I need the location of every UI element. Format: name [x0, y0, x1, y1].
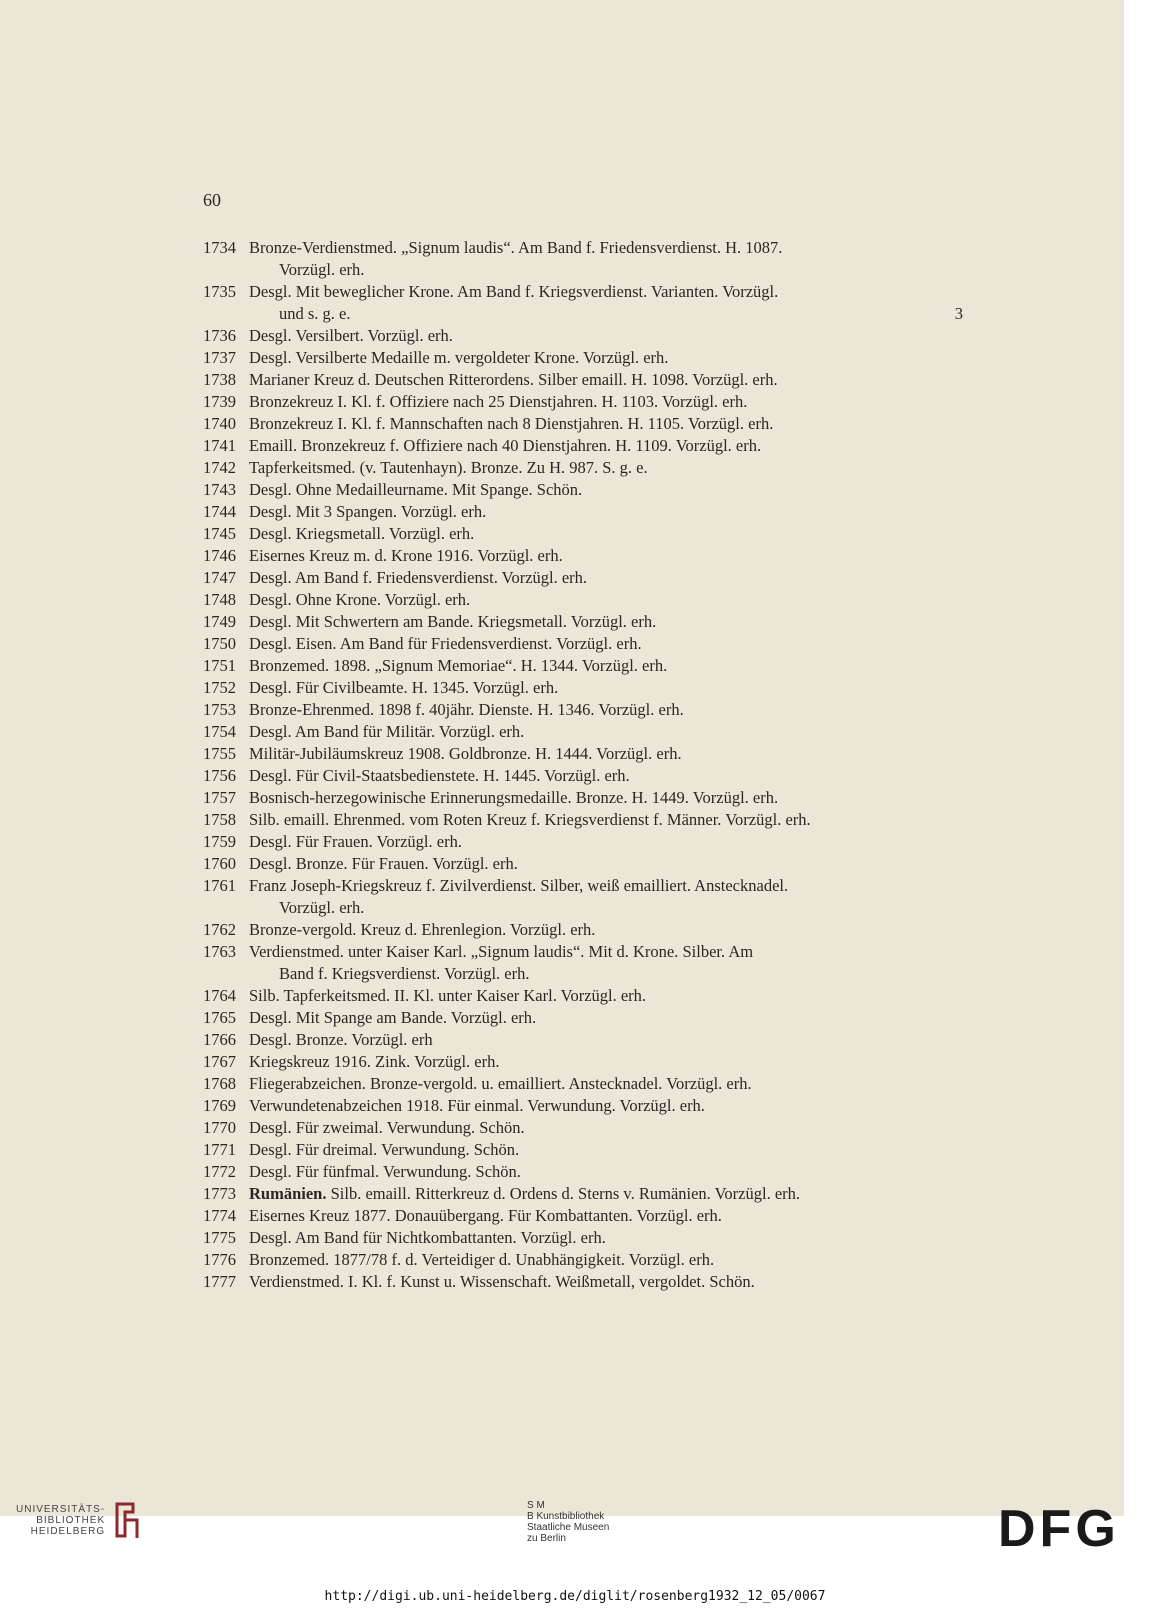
- entry-number: 1760: [203, 854, 236, 873]
- entry-body: [249, 809, 963, 831]
- entry-body: [249, 655, 963, 677]
- entry-number: 1735: [203, 282, 236, 301]
- entry-body: [249, 479, 963, 501]
- catalog-entry: [203, 1271, 963, 1293]
- entry-text: Verdienstmed. unter Kaiser Karl. „Signum laudis“. Mit d. Krone. Silber. Am: [249, 942, 754, 961]
- entry-body: [249, 853, 963, 875]
- entry-body: [249, 1227, 963, 1249]
- entry-body: [249, 237, 963, 281]
- entry-number: 1746: [203, 546, 236, 565]
- entry-text: Desgl. Für dreimal. Verwundung. Schön.: [249, 1140, 520, 1159]
- dfg-logo[interactable]: DFG: [998, 1500, 1120, 1558]
- entry-text: Desgl. Mit beweglicher Krone. Am Band f. Kriegsverdienst. Varianten. Vorzügl.: [249, 282, 779, 301]
- entry-number: 1768: [203, 1074, 236, 1093]
- entry-body: [249, 1051, 963, 1073]
- entry-text: Desgl. Ohne Medailleurname. Mit Spange. Schön.: [249, 480, 583, 499]
- catalog-entry: [203, 1007, 963, 1029]
- catalog-entry: [203, 941, 963, 985]
- catalog-entry: [203, 1249, 963, 1271]
- entry-body: [249, 281, 963, 325]
- entry-text: Marianer Kreuz d. Deutschen Ritterordens. Silber emaill. H. 1098. Vorzügl. erh.: [249, 370, 778, 389]
- catalog-entry: [203, 1117, 963, 1139]
- entry-text: Bronze-Ehrenmed. 1898 f. 40jähr. Dienste. H. 1346. Vorzügl. erh.: [249, 700, 684, 719]
- entry-body: [249, 501, 963, 523]
- ub-line: UNIVERSITÄTS-: [16, 1503, 106, 1515]
- smb-line: Staatliche Museen: [527, 1522, 610, 1533]
- entry-number: 1762: [203, 920, 236, 939]
- catalog-entry: [203, 919, 963, 941]
- entry-country: Rumänien.: [249, 1184, 327, 1203]
- entry-number: 1772: [203, 1162, 236, 1181]
- catalog-entry: [203, 479, 963, 501]
- entry-number: 1765: [203, 1008, 236, 1027]
- catalog-entry: [203, 985, 963, 1007]
- entry-text: Bronze-Verdienstmed. „Signum laudis“. Am Band f. Friedensverdienst. H. 1087.: [249, 238, 783, 257]
- catalog-entry: [203, 501, 963, 523]
- catalog-entry: [203, 435, 963, 457]
- entry-text: Desgl. Eisen. Am Band für Friedensverdienst. Vorzügl. erh.: [249, 634, 642, 653]
- entry-number: 1756: [203, 766, 236, 785]
- entry-number: 1738: [203, 370, 236, 389]
- entry-text: Desgl. Versilbert. Vorzügl. erh.: [249, 326, 453, 345]
- entry-body: [249, 1095, 963, 1117]
- entry-text: Eisernes Kreuz m. d. Krone 1916. Vorzügl. erh.: [249, 546, 563, 565]
- entry-number: 1741: [203, 436, 236, 455]
- catalog-entry: [203, 1161, 963, 1183]
- entry-text: Desgl. Kriegsmetall. Vorzügl. erh.: [249, 524, 475, 543]
- catalog-entry: [203, 633, 963, 655]
- catalog-entry: [203, 237, 963, 281]
- smb-line: B Kunstbibliothek: [527, 1511, 605, 1522]
- entry-number: 1764: [203, 986, 236, 1005]
- entry-text: Verwundetenabzeichen 1918. Für einmal. Verwundung. Vorzügl. erh.: [249, 1096, 705, 1115]
- entry-number: 1748: [203, 590, 236, 609]
- ub-heidelberg-text: [16, 1504, 105, 1537]
- catalog-entry: [203, 743, 963, 765]
- catalog-entry: [203, 567, 963, 589]
- entry-body: [249, 699, 963, 721]
- entry-body: [249, 611, 963, 633]
- catalog-entry: [203, 853, 963, 875]
- entry-body: [249, 435, 963, 457]
- catalog-list: [203, 237, 963, 1293]
- entry-text: Desgl. Am Band für Militär. Vorzügl. erh.: [249, 722, 525, 741]
- catalog-entry: [203, 809, 963, 831]
- entry-body: [249, 633, 963, 655]
- entry-text: Desgl. Für fünfmal. Verwundung. Schön.: [249, 1162, 521, 1181]
- entry-number: 1751: [203, 656, 236, 675]
- entry-body: [249, 1271, 963, 1293]
- catalog-entry: [203, 1227, 963, 1249]
- entry-number: 1767: [203, 1052, 236, 1071]
- entry-body: [249, 1029, 963, 1051]
- catalog-entry: [203, 765, 963, 787]
- entry-number: 1771: [203, 1140, 236, 1159]
- entry-number: 1776: [203, 1250, 236, 1269]
- catalog-entry: [203, 1029, 963, 1051]
- entry-body: [249, 567, 963, 589]
- entry-number: 1750: [203, 634, 236, 653]
- entry-body: [249, 457, 963, 479]
- entry-text: Bronzekreuz I. Kl. f. Mannschaften nach 8 Dienstjahren. H. 1105. Vorzügl. erh.: [249, 414, 774, 433]
- catalog-entry: [203, 347, 963, 369]
- entry-text: Emaill. Bronzekreuz f. Offiziere nach 40 Dienstjahren. H. 1109. Vorzügl. erh.: [249, 436, 762, 455]
- catalog-entry: [203, 1073, 963, 1095]
- catalog-entry: [203, 545, 963, 567]
- entry-text: Desgl. Versilberte Medaille m. vergoldeter Krone. Vorzügl. erh.: [249, 348, 669, 367]
- entry-number: 1769: [203, 1096, 236, 1115]
- catalog-entry: [203, 1095, 963, 1117]
- page-number: 60: [203, 190, 221, 210]
- catalog-entry: [203, 523, 963, 545]
- entry-text: Eisernes Kreuz 1877. Donauübergang. Für Kombattanten. Vorzügl. erh.: [249, 1206, 722, 1225]
- entry-number: 1737: [203, 348, 236, 367]
- entry-text: Bronze-vergold. Kreuz d. Ehrenlegion. Vorzügl. erh.: [249, 920, 596, 939]
- entry-body: [249, 721, 963, 743]
- entry-body: [249, 941, 963, 985]
- entry-number: 1745: [203, 524, 236, 543]
- entry-continuation: und s. g. e.: [279, 304, 351, 323]
- smb-line: S M: [527, 1500, 545, 1511]
- entry-number: 1757: [203, 788, 236, 807]
- entry-body: [249, 523, 963, 545]
- entry-body: [249, 1161, 963, 1183]
- entry-number: 1740: [203, 414, 236, 433]
- ub-emblem-icon: [111, 1500, 141, 1540]
- entry-text: Desgl. Ohne Krone. Vorzügl. erh.: [249, 590, 471, 609]
- entry-text: Desgl. Für Frauen. Vorzügl. erh.: [249, 832, 462, 851]
- entry-number: 1761: [203, 876, 236, 895]
- entry-number: 1773: [203, 1184, 236, 1203]
- catalog-entry: [203, 699, 963, 721]
- catalog-entry: [203, 611, 963, 633]
- catalog-entry: [203, 325, 963, 347]
- smb-kunstbibliothek-logo[interactable]: [527, 1500, 609, 1544]
- entry-number: 1734: [203, 238, 236, 257]
- entry-number: 1758: [203, 810, 236, 829]
- catalog-entry: [203, 391, 963, 413]
- entry-body: [249, 1117, 963, 1139]
- entry-body: [249, 1183, 963, 1205]
- ub-line: BIBLIOTHEK: [36, 1514, 106, 1526]
- entry-number: 1777: [203, 1272, 236, 1291]
- catalog-entry: [203, 369, 963, 391]
- entry-text: Kriegskreuz 1916. Zink. Vorzügl. erh.: [249, 1052, 500, 1071]
- catalog-entry: [203, 589, 963, 611]
- catalog-entry: [203, 875, 963, 919]
- entry-body: [249, 545, 963, 567]
- entry-text: Desgl. Am Band f. Friedensverdienst. Vorzügl. erh.: [249, 568, 588, 587]
- entry-text: Desgl. Am Band für Nichtkombattanten. Vorzügl. erh.: [249, 1228, 606, 1247]
- entry-text: Verdienstmed. I. Kl. f. Kunst u. Wissenschaft. Weißmetall, vergoldet. Schön.: [249, 1272, 755, 1291]
- entry-body: [249, 413, 963, 435]
- entry-lot-count: 3: [954, 304, 963, 323]
- entry-continuation: Vorzügl. erh.: [279, 898, 365, 917]
- entry-body: [249, 1007, 963, 1029]
- entry-continuation: Band f. Kriegsverdienst. Vorzügl. erh.: [279, 964, 530, 983]
- entry-body: [249, 391, 963, 413]
- catalog-entry: [203, 1205, 963, 1227]
- smb-line: zu Berlin: [527, 1533, 566, 1544]
- entry-text: Franz Joseph-Kriegskreuz f. Zivilverdienst. Silber, weiß emailliert. Anstecknadel.: [249, 876, 789, 895]
- entry-body: [249, 1205, 963, 1227]
- entry-body: [249, 743, 963, 765]
- entry-text: Bronzekreuz I. Kl. f. Offiziere nach 25 Dienstjahren. H. 1103. Vorzügl. erh.: [249, 392, 748, 411]
- entry-body: [249, 1139, 963, 1161]
- entry-number: 1755: [203, 744, 236, 763]
- entry-body: [249, 787, 963, 809]
- entry-number: 1775: [203, 1228, 236, 1247]
- entry-text: Tapferkeitsmed. (v. Tautenhayn). Bronze. Zu H. 987. S. g. e.: [249, 458, 648, 477]
- entry-text: Silb. Tapferkeitsmed. II. Kl. unter Kaiser Karl. Vorzügl. erh.: [249, 986, 647, 1005]
- entry-text: Desgl. Mit 3 Spangen. Vorzügl. erh.: [249, 502, 487, 521]
- source-url[interactable]: http://digi.ub.uni-heidelberg.de/diglit/rosenberg1932_12_05/0067: [324, 1589, 826, 1604]
- catalog-entry: [203, 721, 963, 743]
- entry-body: [249, 765, 963, 787]
- entry-number: 1759: [203, 832, 236, 851]
- entry-body: [249, 369, 963, 391]
- entry-text: Desgl. Für Civil-Staatsbedienstete. H. 1445. Vorzügl. erh.: [249, 766, 630, 785]
- entry-body: [249, 919, 963, 941]
- entry-text: Fliegerabzeichen. Bronze-vergold. u. emailliert. Anstecknadel. Vorzügl. erh.: [249, 1074, 752, 1093]
- entry-body: [249, 347, 963, 369]
- entry-body: [249, 875, 963, 919]
- entry-body: [249, 677, 963, 699]
- entry-text: Militär-Jubiläumskreuz 1908. Goldbronze. H. 1444. Vorzügl. erh.: [249, 744, 682, 763]
- entry-number: 1752: [203, 678, 236, 697]
- entry-text: Bronzemed. 1877/78 f. d. Verteidiger d. Unabhängigkeit. Vorzügl. erh.: [249, 1250, 715, 1269]
- catalog-entry: [203, 281, 963, 325]
- entry-text: Desgl. Für zweimal. Verwundung. Schön.: [249, 1118, 525, 1137]
- entry-number: 1754: [203, 722, 236, 741]
- entry-body: [249, 985, 963, 1007]
- entry-text: Bronzemed. 1898. „Signum Memoriae“. H. 1344. Vorzügl. erh.: [249, 656, 668, 675]
- entry-number: 1742: [203, 458, 236, 477]
- catalog-entry: [203, 831, 963, 853]
- entry-body: [249, 589, 963, 611]
- entry-text: Desgl. Mit Schwertern am Bande. Kriegsmetall. Vorzügl. erh.: [249, 612, 657, 631]
- catalog-entry: [203, 677, 963, 699]
- entry-text: Bosnisch-herzegowinische Erinnerungsmedaille. Bronze. H. 1449. Vorzügl. erh.: [249, 788, 779, 807]
- entry-number: 1763: [203, 942, 236, 961]
- entry-number: 1736: [203, 326, 236, 345]
- catalog-entry: [203, 1183, 963, 1205]
- entry-number: 1747: [203, 568, 236, 587]
- entry-number: 1744: [203, 502, 236, 521]
- catalog-entry: [203, 1139, 963, 1161]
- entry-text: Silb. emaill. Ehrenmed. vom Roten Kreuz f. Kriegsverdienst f. Männer. Vorzügl. erh.: [249, 810, 811, 829]
- entry-text: Desgl. Für Civilbeamte. H. 1345. Vorzügl. erh.: [249, 678, 559, 697]
- catalog-entry: [203, 787, 963, 809]
- catalog-entry: [203, 457, 963, 479]
- entry-text: Silb. emaill. Ritterkreuz d. Ordens d. Sterns v. Rumänien. Vorzügl. erh.: [330, 1184, 801, 1203]
- entry-body: [249, 1073, 963, 1095]
- entry-continuation: Vorzügl. erh.: [279, 260, 365, 279]
- catalog-entry: [203, 413, 963, 435]
- entry-text: Desgl. Bronze. Für Frauen. Vorzügl. erh.: [249, 854, 518, 873]
- entry-text: Desgl. Bronze. Vorzügl. erh: [249, 1030, 433, 1049]
- entry-number: 1766: [203, 1030, 236, 1049]
- entry-text: Desgl. Mit Spange am Bande. Vorzügl. erh.: [249, 1008, 537, 1027]
- entry-number: 1774: [203, 1206, 236, 1225]
- entry-number: 1749: [203, 612, 236, 631]
- entry-body: [249, 1249, 963, 1271]
- entry-number: 1739: [203, 392, 236, 411]
- catalog-entry: [203, 655, 963, 677]
- entry-number: 1753: [203, 700, 236, 719]
- entry-number: 1770: [203, 1118, 236, 1137]
- ub-line: HEIDELBERG: [30, 1525, 106, 1537]
- entry-number: 1743: [203, 480, 236, 499]
- entry-body: [249, 831, 963, 853]
- ub-heidelberg-logo[interactable]: [16, 1500, 141, 1540]
- catalog-entry: [203, 1051, 963, 1073]
- entry-body: [249, 325, 963, 347]
